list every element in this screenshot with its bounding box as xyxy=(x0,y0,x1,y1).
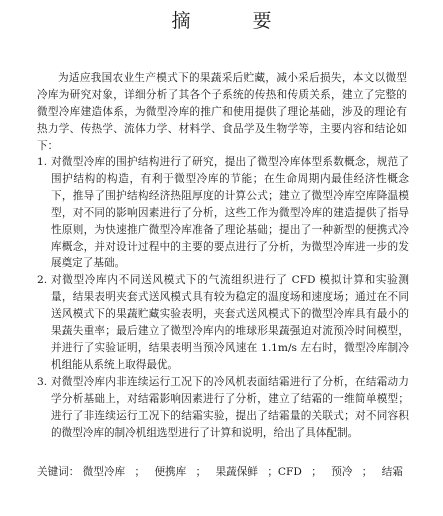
keyword-separator: ； xyxy=(361,466,373,478)
list-item-number: 2. xyxy=(37,274,48,287)
keywords-line xyxy=(37,464,417,480)
list-item-text: 对微型冷库内非连续运行工况下的冷风机表面结霜进行了分析，在结霜动力学分析基础上，对结霜影响因素进行了分析，建立了结霜的一维简单模型；进行了非连续运行工况下的结霜实验，提出了结霜量的关联式；对不同容积的微型冷库的制冷机组选型进行了计算和说明，给出了具体配制。 xyxy=(51,375,409,439)
keyword: 结霜 xyxy=(381,466,403,478)
list-item xyxy=(37,374,409,442)
keyword: 预冷 xyxy=(331,466,353,478)
keyword-separator: ； xyxy=(195,466,207,478)
list-item-text: 对微型冷库的围护结构进行了研究，提出了微型冷库体型系数概念，规范了围护结构的构造，有利于微型冷库的节能；在生命周期内最佳经济性概念下，推导了围护结构经济热阻厚度的计算公式；建立了微型冷库空库降温模型，对不同的影响因素进行了分析，这些工作为微型冷库的建造提供了指导性原则，为快速推广微型冷库准备了理论基础；提出了一种新型的便携式冷库概念，并对设计过程中的主要的要点进行了分析，为微型冷库进一步的发展奠定了基础。 xyxy=(51,156,409,270)
keyword-separator: ； xyxy=(311,466,322,478)
list-item xyxy=(37,154,409,272)
list-item-number: 1. xyxy=(37,156,48,168)
keyword: 果蔬保鲜 xyxy=(215,466,258,478)
list-item-text: 对微型冷库内不同送风模式下的气流组织进行了 CFD 模拟计算和实验测量，结果表明夹套式送风模式具有较为稳定的温度场和速度场；通过在不同送风模式下的果蔬贮藏实验表明，夹套式送风模式下的微型冷库具有最小的果蔬失重率；最后建立了微型冷库内的堆球形果蔬强迫对流预冷时间模型，并进行了实验证明，结果表明当预冷风速在 1.1m/s 左右时，微型冷库制冷机组能从系统上取得最优。 xyxy=(51,274,409,371)
keyword: 便携库 xyxy=(154,466,187,478)
abstract-title: 摘 要 xyxy=(171,10,300,32)
keyword: ；CFD xyxy=(267,466,302,478)
list-item-number: 3. xyxy=(37,375,48,388)
conclusions-list xyxy=(37,154,409,441)
list-item xyxy=(37,272,409,373)
keyword: 微型冷库 xyxy=(82,466,126,478)
intro-paragraph: 为适应我国农业生产模式下的果蔬采后贮藏，减小采后损失，本文以微型冷库为研究对象，详细分析了其各个子系统的传热和传质关系，建立了完整的微型冷库建造体系，为微型冷库的推广和使用提供了理论基础，涉及的理论有热力学、传热学、流体力学、材料学、食品学及生物学等，主要内容和结论如下： xyxy=(37,72,407,152)
keyword-separator: ； xyxy=(134,466,146,478)
keywords-label: 关键词： xyxy=(37,466,80,478)
